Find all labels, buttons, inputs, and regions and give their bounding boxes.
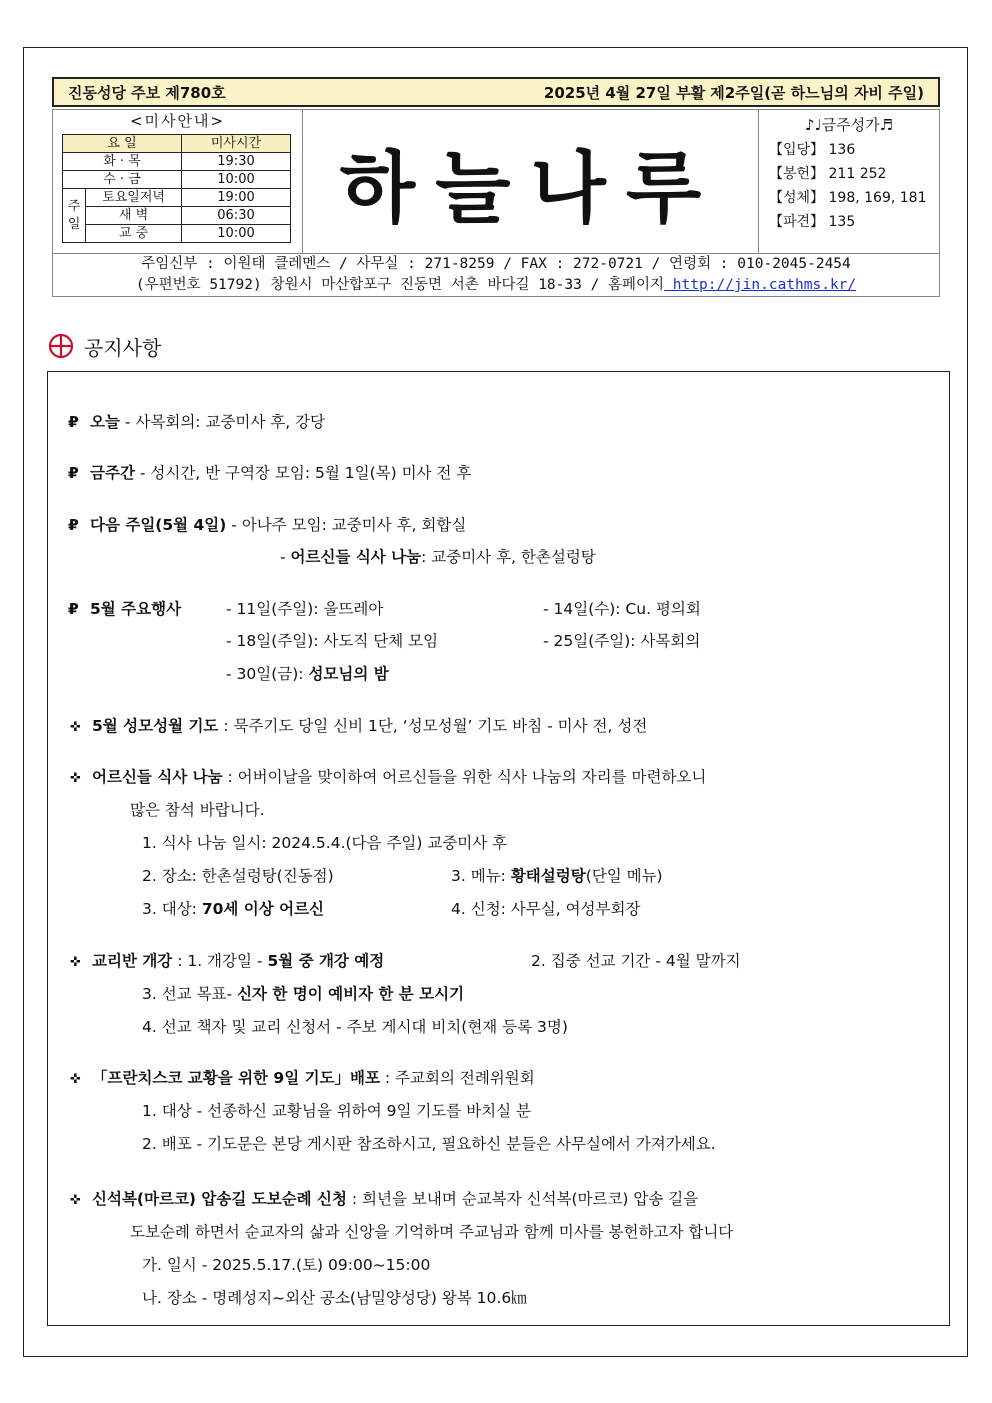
- mass-schedule-table: [62, 134, 291, 243]
- mass-day: 수 · 금: [63, 171, 182, 189]
- bulletin-info-strip: [52, 77, 940, 107]
- hymn-row: 【파견】 135: [769, 214, 856, 230]
- notice-item: 2. 집중 선교 기간 - 4월 말까지: [531, 952, 741, 970]
- mass-time: 10:00: [182, 171, 291, 189]
- notice-catechism: ✜ 교리반 개강 : 1. 개강일 - 5월 중 개강 예정: [70, 952, 385, 970]
- section-heading: [48, 333, 161, 359]
- col-time: 미사시간: [182, 135, 291, 153]
- mass-day: 새 벽: [86, 207, 182, 225]
- notice-item: 2. 배포 - 기도문은 본당 게시판 참조하시고, 필요하신 분들은 사무실에서 가져가세요.: [142, 1135, 716, 1153]
- address-line: (우편번호 51792) 창원시 마산합포구 진동면 서촌 바다길 18-33 / 홈페이지 http://jin.cathms.kr/: [135, 277, 857, 293]
- notice-this-week: ₽ 금주간 - 성시간, 반 구역장 모임: 5월 1일(목) 미사 전 후: [68, 464, 472, 482]
- notice-item: 4. 선교 책자 및 교리 신청서 - 주보 게시대 비치(현재 등록 3명): [142, 1018, 568, 1036]
- sunday-label: 주일: [63, 189, 86, 243]
- mass-time: 06:30: [182, 207, 291, 225]
- notice-item: 3. 선교 목표- 신자 한 명이 예비자 한 분 모시기: [142, 985, 465, 1003]
- notice-rosary: ✜ 5월 성모성월 기도 : 묵주기도 당일 신비 1단, ‘성모성월’ 기도 바침 - 미사 전, 성전: [70, 717, 648, 735]
- event-item: - 11일(주일): 울뜨레아: [226, 600, 384, 618]
- hymns-panel: [758, 110, 939, 253]
- notice-item: 3. 메뉴: 황태설렁탕(단일 메뉴): [451, 867, 663, 885]
- hymn-row: 【입당】 136: [769, 142, 856, 158]
- mass-time: 19:30: [182, 153, 291, 171]
- cross-circle-icon: [48, 333, 74, 359]
- cross-bullet-icon: ✜: [70, 1072, 81, 1087]
- bulletin-number: 진동성당 주보 제780호: [68, 83, 226, 102]
- event-item: - 30일(금): 성모님의 밤: [226, 665, 389, 683]
- event-item: - 25일(주일): 사목회의: [543, 632, 701, 650]
- cross-bullet-icon: ✜: [70, 955, 81, 970]
- event-item: - 14일(수): Cu. 평의회: [543, 600, 701, 618]
- mass-day: 교 중: [86, 225, 182, 243]
- notice-item: 나. 장소 - 명례성지~외산 공소(남밀양성당) 왕복 10.6㎞: [142, 1289, 527, 1307]
- parish-info: [53, 253, 939, 297]
- notice-text: 도보순례 하면서 순교자의 삶과 신앙을 기억하며 주교님과 함께 미사를 봉헌하고자 합니다: [130, 1223, 734, 1241]
- cross-bullet-icon: ✜: [70, 720, 81, 735]
- section-title: 공지사항: [84, 335, 162, 360]
- notice-item: 3. 대상: 70세 이상 어르신: [142, 900, 325, 918]
- notice-item: 2. 장소: 한촌설렁탕(진동점): [142, 867, 334, 885]
- mass-time: 10:00: [182, 225, 291, 243]
- notice-item: 가. 일시 - 2025.5.17.(토) 09:00~15:00: [142, 1256, 431, 1274]
- notice-elders-meal: ✜ 어르신들 식사 나눔 : 어버이날을 맞이하여 어르신들을 위한 식사 나눔의 자리를 마련하오니: [70, 768, 707, 786]
- event-item: - 18일(주일): 사도직 단체 모임: [226, 632, 439, 650]
- homepage-link[interactable]: http://jin.cathms.kr/: [664, 277, 857, 293]
- col-day: 요 일: [63, 135, 182, 153]
- hymn-row: 【봉헌】 211 252: [769, 166, 887, 182]
- header-block: [52, 109, 940, 297]
- contact-line: 주임신부 : 이원태 클레멘스 / 사무실 : 271-8259 / FAX : 272-0721 / 연령회 : 010-2045-2454: [141, 256, 851, 272]
- notice-pope-prayer: ✜ 「프란치스코 교황을 위한 9일 기도」배포 : 주교회의 전례위원회: [70, 1069, 535, 1087]
- mass-time: 19:00: [182, 189, 291, 207]
- mass-day: 화 · 목: [63, 153, 182, 171]
- notice-item: 4. 신청: 사무실, 여성부회장: [451, 900, 641, 918]
- hymn-row: 【성체】 198, 169, 181: [769, 190, 927, 206]
- notice-item: 1. 식사 나눔 일시: 2024.5.4.(다음 주일) 교중미사 후: [142, 834, 508, 852]
- mass-day: 토요일저녁: [86, 189, 182, 207]
- notice-item: 1. 대상 - 선종하신 교황님을 위하여 9일 기도를 바치실 분: [142, 1102, 532, 1120]
- notice-today: ₽ 오늘 - 사목회의: 교중미사 후, 강당: [68, 413, 326, 431]
- notice-may-events: ₽ 5월 주요행사: [68, 600, 182, 618]
- notice-next-sunday-2: - 어르신들 식사 나눔: 교중미사 후, 한촌설렁탕: [280, 548, 596, 566]
- bulletin-date: 2025년 4월 27일 부활 제2주일(곧 하느님의 자비 주일): [543, 83, 924, 102]
- bulletin-title: 하늘나루: [339, 143, 722, 234]
- notice-next-sunday: ₽ 다음 주일(5월 4일) - 아나주 모임: 교중미사 후, 회합실: [68, 516, 467, 534]
- notices-box: [47, 371, 950, 1326]
- notice-pilgrimage: ✜ 신석복(마르코) 압송길 도보순례 신청 : 희년을 보내며 순교복자 신석복(마르코) 압송 길을: [70, 1190, 699, 1208]
- mass-schedule: [53, 110, 303, 253]
- hymns-title: ♪♩금주성가♬: [804, 116, 894, 134]
- notice-text: 많은 참석 바랍니다.: [130, 801, 265, 819]
- cross-bullet-icon: ✜: [70, 771, 81, 786]
- mass-schedule-title: <미사안내>: [129, 112, 226, 130]
- cross-bullet-icon: ✜: [70, 1193, 81, 1208]
